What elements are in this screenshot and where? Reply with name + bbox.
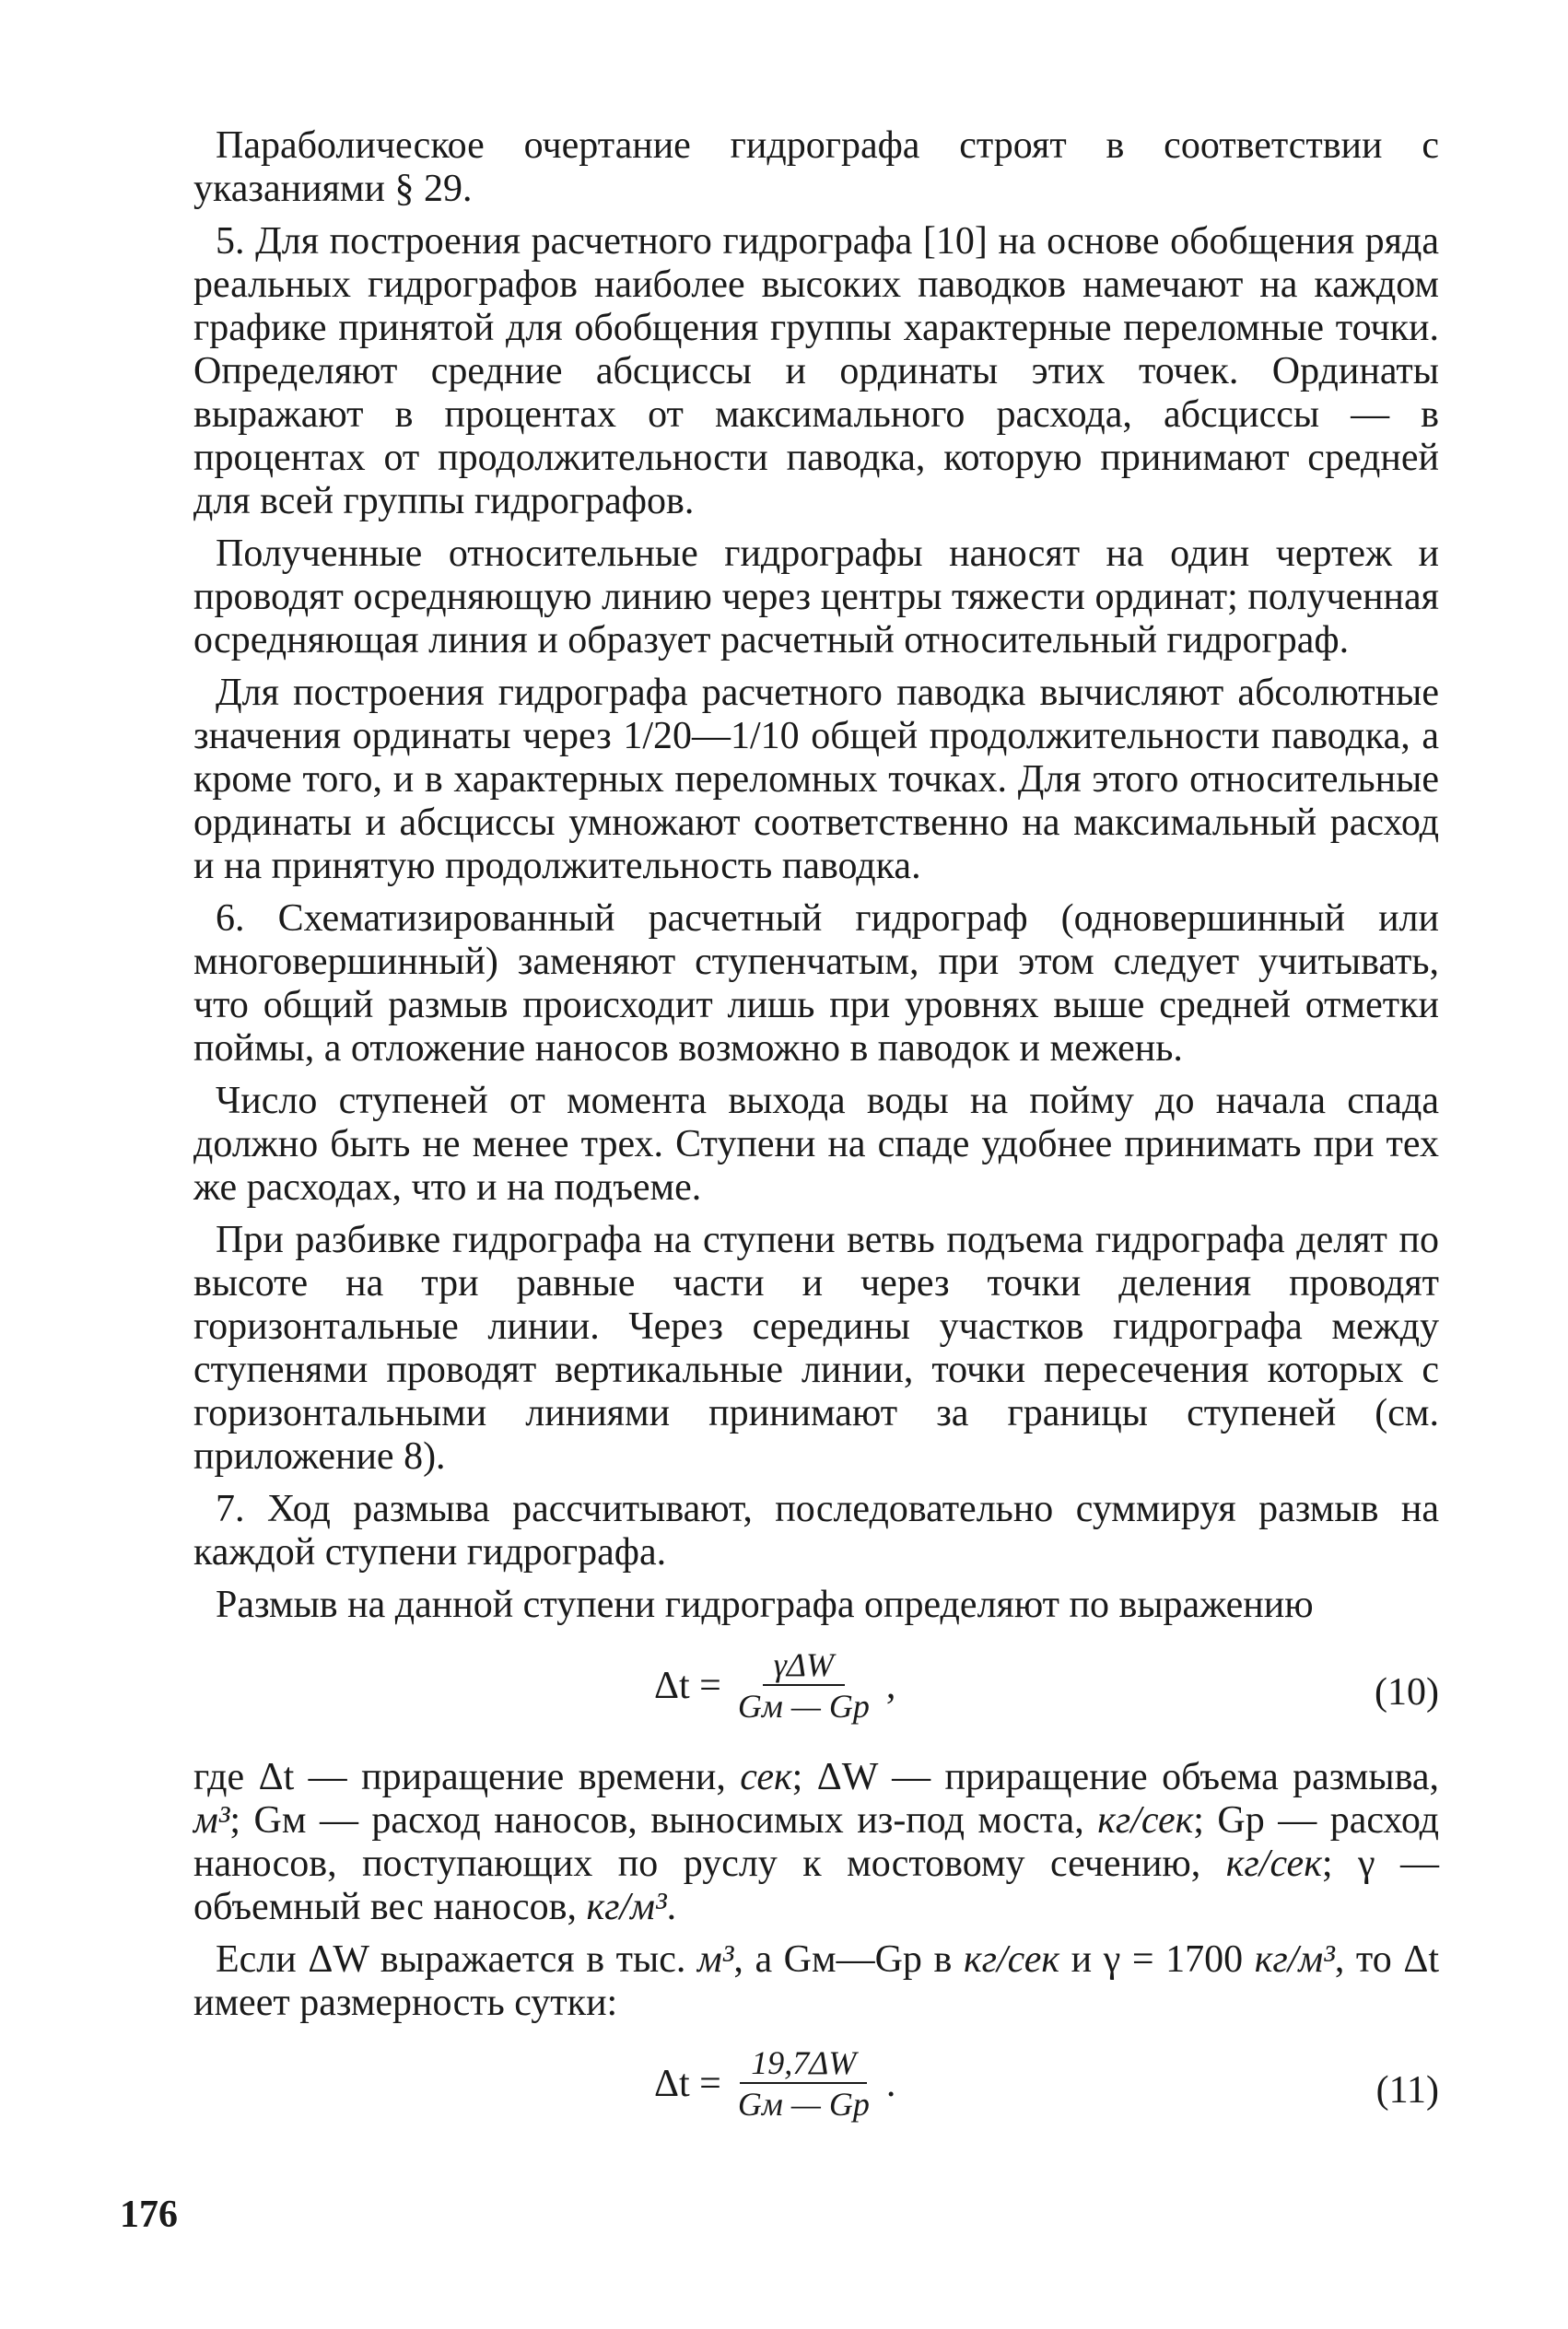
formula-10-trail: ,: [885, 1664, 896, 1707]
where-unit-5: кг/м³: [586, 1886, 667, 1928]
if-text-2: , а Gм—Gр в: [733, 1938, 964, 1981]
paragraph-6: Число ступеней от момента выхода воды на пойму до начала спада должно быть не менее трех. Ступени на спаде удобнее принимать при тех же расходах, что и на подъеме.: [193, 1080, 1439, 1209]
where-unit-3: кг/сек: [1097, 1799, 1194, 1842]
formula-11-trail: .: [885, 2062, 896, 2105]
formula-11-numerator: 19,7ΔW: [740, 2043, 867, 2084]
if-text-1: Если ΔW выражается в тыс.: [216, 1938, 697, 1981]
formula-10-number: (10): [1375, 1671, 1439, 1714]
formula-11-fraction: [727, 2043, 881, 2124]
formula-11-expression: [654, 2043, 895, 2124]
paragraph-4: Для построения гидрографа расчетного паводка вычисляют абсолютные значения ординаты через 1/20—1/10 общей продолжительности паводка, а кроме того, и в характерных переломных точках. Для этого относительные ординаты и абсциссы умножают соответственно на максимальный расход и на принятую продолжительность паводка.: [193, 672, 1439, 887]
if-unit-1: м³: [696, 1938, 734, 1981]
formula-11: [193, 2034, 1439, 2145]
paragraph-3: Полученные относительные гидрографы наносят на один чертеж и проводят осредняющую линию через центры тяжести ординат; полученная осредняющая линия и образует расчетный относительный гидрограф.: [193, 533, 1439, 661]
paragraph-where: [193, 1756, 1439, 1929]
formula-11-denominator: Gм — Gр: [737, 2086, 870, 2123]
where-text-2: ; ΔW — приращение объема размыва,: [791, 1756, 1440, 1798]
paragraph-9: Размыв на данной ступени гидрографа определяют по выражению: [216, 1584, 1314, 1626]
formula-10-lhs: Δt =: [654, 1664, 721, 1707]
formula-11-lhs: Δt =: [654, 2062, 721, 2105]
formula-10-expression: [654, 1645, 895, 1726]
where-text-6: .: [666, 1886, 677, 1928]
if-unit-3: кг/м³: [1254, 1938, 1335, 1981]
paragraph-2: 5. Для построения расчетного гидрографа [10] на основе обобщения ряда реальных гидрографов наиболее высоких паводков намечают на каждом графике принятой для обобщения группы характерные переломные точки. Определяют средние абсциссы и ординаты этих точек. Ординаты выражают в процентах от максимального расхода, абсциссы — в процентах от продолжительности паводка, которую принимают средней для всей группы гидрографов.: [193, 220, 1439, 522]
where-unit-4: кг/сек: [1225, 1843, 1322, 1885]
paragraph-5: 6. Схематизированный расчетный гидрограф (одновершинный или многовершинный) заменяют ступенчатым, при этом следует учитывать, что общий размыв происходит лишь при уровнях выше средней отметки поймы, а отложение наносов возможно в паводок и межень.: [193, 897, 1439, 1070]
page-body: [193, 124, 1439, 2154]
paragraph-if: [193, 1938, 1439, 2025]
where-text-5: ; γ — объемный вес наносов,: [193, 1843, 1439, 1928]
where-unit-1: сек: [740, 1756, 792, 1798]
paragraph-8: 7. Ход размыва рассчитывают, последовательно суммируя размыв на каждой ступени гидрографа.: [193, 1488, 1439, 1574]
formula-10-denominator: Gм — Gр: [737, 1688, 870, 1725]
page-number: 176: [120, 2194, 178, 2236]
where-text-1: где Δt — приращение времени,: [193, 1756, 741, 1798]
where-text-4: ; Gр — расход наносов, поступающих по руслу к мостовому сечению,: [193, 1799, 1439, 1885]
formula-10-fraction: [727, 1645, 881, 1726]
if-text-3: и γ = 1700: [1059, 1938, 1255, 1981]
paragraph-1: Параболическое очертание гидрографа строят в соответствии с указаниями § 29.: [193, 124, 1439, 210]
if-unit-2: кг/сек: [963, 1938, 1060, 1981]
formula-11-number: (11): [1375, 2069, 1439, 2112]
if-text-4: , то Δt имеет размерность сутки:: [193, 1938, 1439, 2024]
where-text-3: ; Gм — расход наносов, выносимых из-под моста,: [229, 1799, 1098, 1842]
formula-10: [193, 1636, 1439, 1747]
paragraph-7: При разбивке гидрографа на ступени ветвь подъема гидрографа делят по высоте на три равные части и через точки деления проводят горизонтальные линии. Через середины участков гидрографа между ступенями проводят вертикальные линии, точки пересечения которых с горизонтальными линиями принимают за границы ступеней (см. приложение 8).: [193, 1219, 1439, 1478]
formula-10-numerator: γΔW: [763, 1645, 845, 1686]
where-unit-2: м³: [193, 1799, 230, 1842]
